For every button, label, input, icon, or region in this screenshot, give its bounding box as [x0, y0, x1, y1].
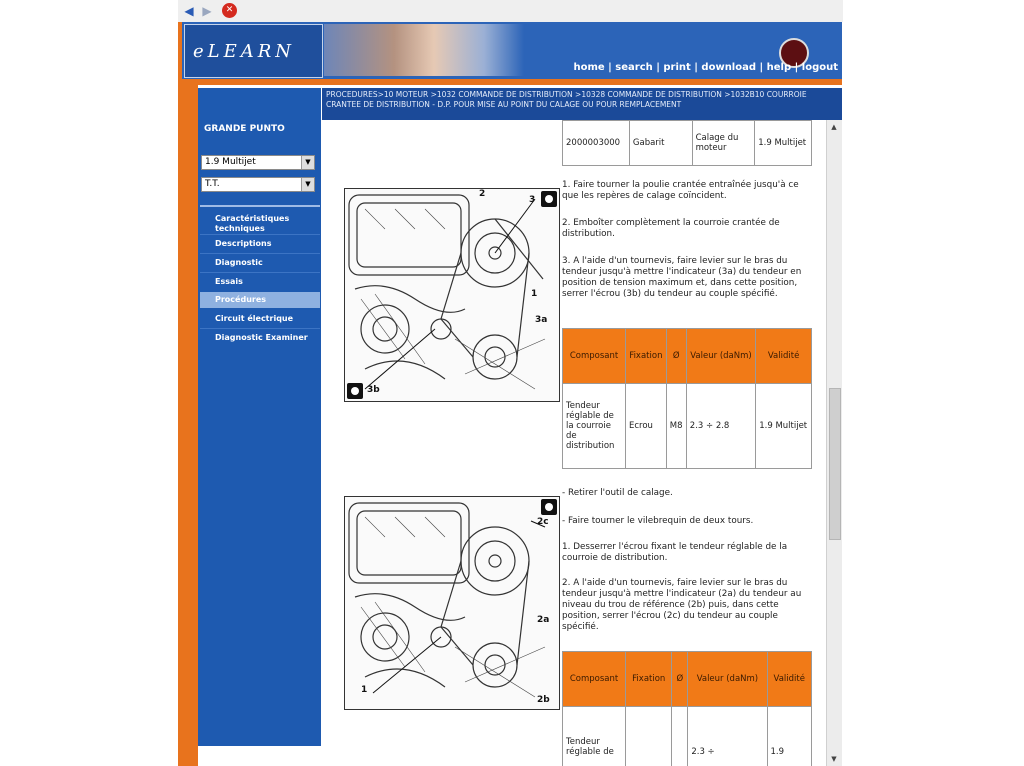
engine-drawing-1: [345, 189, 559, 401]
callout-3a: 3a: [535, 315, 548, 325]
sidebar-divider: [200, 205, 320, 207]
callout-2b: 2b: [537, 695, 550, 705]
engine-select-value: 1.9 Multijet: [205, 157, 256, 167]
callout-3b: 3b: [367, 385, 380, 395]
step-marker-icon: [541, 191, 557, 207]
table-header: Ø: [672, 652, 688, 707]
content-area: [322, 120, 826, 766]
table-header: Ø: [666, 329, 686, 384]
nav-download[interactable]: download: [701, 62, 757, 73]
table-cell: 1.9 Multijet: [756, 384, 812, 469]
nav-logout[interactable]: logout: [801, 62, 838, 73]
table-cell: Calage du moteur: [692, 121, 755, 166]
nav-search[interactable]: search: [615, 62, 653, 73]
menu-separator: [200, 272, 320, 273]
sidebar-item-circuit[interactable]: Circuit électrique: [215, 314, 294, 323]
table-cell: 1.9 Multijet: [755, 121, 812, 166]
nav-separator: |: [608, 62, 612, 73]
nav-help[interactable]: help: [766, 62, 792, 73]
elearn-logo: [184, 24, 323, 78]
timing-belt-diagram-1: [344, 188, 560, 402]
breadcrumb[interactable]: PROCEDURES>10 MOTEUR >1032 COMMANDE DE DISTRIBUTION >10328 COMMANDE DE DISTRIBUTION >1032B10 COURROIE CRANTEE DE DISTRIBUTION - D.P. POUR MISE AU POINT DU CALAGE OU POUR REMPLACEMENT: [322, 88, 842, 120]
nav-separator: |: [694, 62, 698, 73]
table-cell: Tendeur réglable de: [563, 707, 626, 766]
sidebar-item-diagnostic[interactable]: Diagnostic: [215, 258, 263, 267]
step-text: 2. A l'aide d'un tournevis, faire levier sur le bras du tendeur jusqu'à mettre l'indicateur (2a) du tendeur au niveau du trou de référence (2b) puis, dans cette position, serrer l'écrou (2c) du tendeur au couple spécifié.: [562, 578, 802, 632]
arrow-right-icon[interactable]: ▶: [202, 4, 212, 18]
chevron-down-icon[interactable]: ▼: [301, 156, 314, 169]
sidebar-item-essais[interactable]: Essais: [215, 277, 243, 286]
menu-separator: [200, 253, 320, 254]
timing-belt-diagram-2: [344, 496, 560, 710]
nav-separator: |: [759, 62, 764, 73]
table-cell: 1.9: [767, 707, 811, 766]
table-header: Valeur (daNm): [686, 329, 755, 384]
menu-separator: [200, 328, 320, 329]
sidebar-item-procedures[interactable]: Procédures: [200, 292, 320, 308]
step-text: 3. A l'aide d'un tournevis, faire levier sur le bras du tendeur jusqu'à mettre l'indicateur (3a) du tendeur en position de tension maximum et, dans cette position, serrer l'écrou (3b) du tendeur au couple spécifié.: [562, 256, 802, 299]
torque-table-2: [562, 651, 812, 766]
table-header: Validité: [756, 329, 812, 384]
callout-2a: 2a: [537, 615, 550, 625]
engine-select[interactable]: [201, 155, 315, 170]
menu-separator: [200, 234, 320, 235]
table-cell: [672, 707, 688, 766]
table-header: Composant: [563, 329, 626, 384]
table-header: Validité: [767, 652, 811, 707]
callout-2c: 2c: [537, 517, 549, 527]
table-header: Fixation: [626, 329, 667, 384]
sidebar-item-descriptions[interactable]: Descriptions: [215, 239, 272, 248]
nav-print[interactable]: print: [663, 62, 691, 73]
table-header: Valeur (daNm): [688, 652, 767, 707]
table-cell: 2.3 ÷ 2.8: [686, 384, 755, 469]
torque-table: [562, 328, 812, 469]
table-header-row: [563, 652, 812, 707]
table-header-row: [563, 329, 812, 384]
table-cell: Tendeur réglable de la courroie de distribution: [563, 384, 626, 469]
sidebar-title: GRANDE PUNTO: [204, 124, 285, 134]
top-navigation: [540, 62, 838, 78]
step-marker-icon: [541, 499, 557, 515]
table-row: [563, 707, 812, 766]
content-scrollbar[interactable]: [826, 120, 842, 766]
step-text: 2. Emboîter complètement la courroie crantée de distribution.: [562, 218, 780, 239]
table-cell: M8: [666, 384, 686, 469]
scroll-up-icon[interactable]: ▲: [831, 123, 837, 131]
table-cell: [626, 707, 672, 766]
engine-drawing-2: [345, 497, 559, 709]
nav-separator: |: [794, 62, 799, 73]
callout-3: 3: [529, 195, 536, 205]
scroll-thumb[interactable]: [829, 388, 841, 540]
browser-toolbar: [178, 0, 843, 23]
table-cell: Gabarit: [629, 121, 692, 166]
left-orange-strip: [178, 22, 198, 766]
header-orange-bar: [182, 79, 842, 85]
header-photo: [324, 24, 524, 76]
step-text: 1. Faire tourner la poulie crantée entraînée jusqu'à ce que les repères de calage coïncident.: [562, 180, 799, 201]
chevron-down-icon[interactable]: ▼: [301, 178, 314, 191]
sidebar-item-caracteristiques[interactable]: Caractéristiques techniques: [215, 214, 290, 233]
stop-icon[interactable]: ✕: [222, 3, 237, 18]
scroll-down-icon[interactable]: ▼: [831, 755, 837, 763]
variant-select-value: T.T.: [205, 179, 220, 189]
nav-home[interactable]: home: [573, 62, 605, 73]
table-header: Fixation: [626, 652, 672, 707]
table-cell: Ecrou: [626, 384, 667, 469]
callout-1: 1: [531, 289, 538, 299]
variant-select[interactable]: [201, 177, 315, 192]
nav-separator: |: [656, 62, 660, 73]
step-text: - Faire tourner le vilebrequin de deux tours.: [562, 516, 754, 526]
callout-2: 2: [479, 189, 486, 199]
table-row: [563, 384, 812, 469]
table-cell: 2000003000: [563, 121, 630, 166]
table-cell: 2.3 ÷: [688, 707, 767, 766]
table-row: [563, 121, 812, 166]
callout-1: 1: [361, 685, 368, 695]
tool-table: [562, 120, 812, 166]
sidebar-item-diagnostic-examiner[interactable]: Diagnostic Examiner: [215, 333, 308, 342]
table-header: Composant: [563, 652, 626, 707]
step-text: - Retirer l'outil de calage.: [562, 488, 673, 498]
logo-text: eLEARN: [193, 41, 296, 62]
arrow-left-icon[interactable]: ◀: [184, 4, 194, 18]
step-marker-icon: [347, 383, 363, 399]
step-text: 1. Desserrer l'écrou fixant le tendeur réglable de la courroie de distribution.: [562, 542, 788, 563]
